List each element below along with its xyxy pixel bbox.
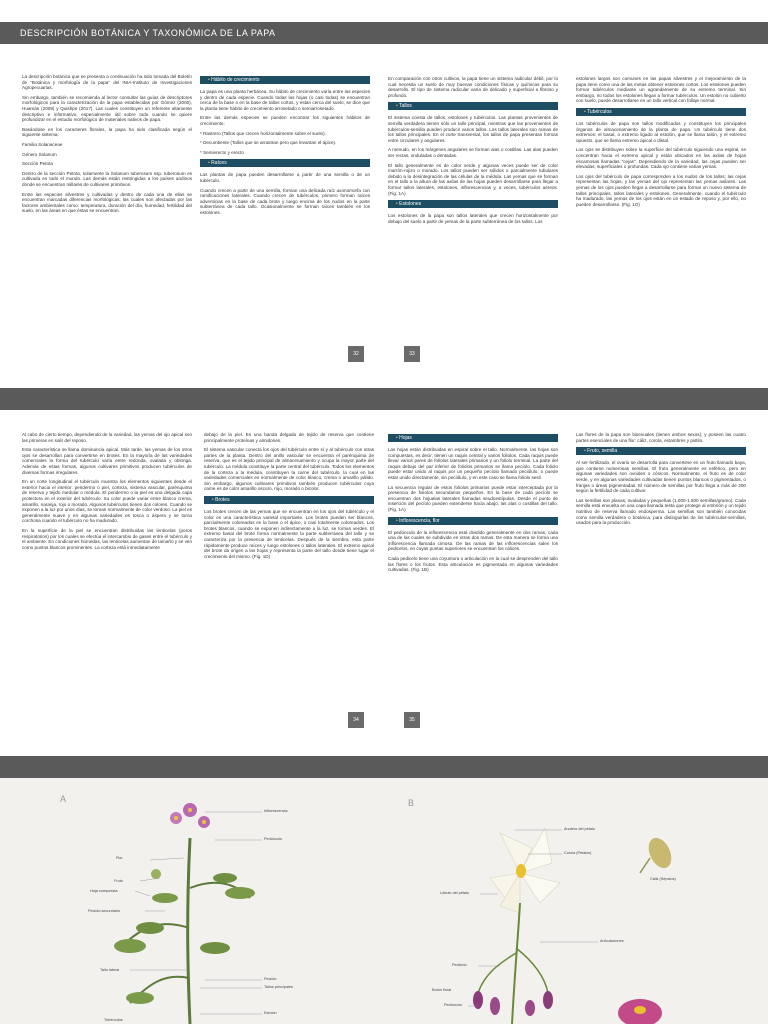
paragraph: Al cabo de cierto tiempo, dependiendo de la variedad, las yemas del ojo apical son las primeras en salir del reposo. <box>22 432 192 443</box>
paragraph: A menudo, en los márgenes angulares se forman alas o costillas. Las alas pueden ser rectas, onduladas o dentadas. <box>388 147 558 158</box>
diagram-label: Anutero del pétalo <box>564 827 595 831</box>
paragraph: estolones largos son comunes en las papas silvestres y el mejoramiento de la papa tiene como una de las metas obtener estolones cortos. Los estolones pueden formar tubérculos mediante un agrandamiento de su extremo terminal. Sin embargo, no todos los estolones llegan a formar tubérculos. Un estolón no cubierto con suelo, puede desarrollarse en un tallo vertical con follaje normal. <box>576 76 746 104</box>
section-header-blank <box>0 756 768 778</box>
paragraph: Al ser fertilizado, el ovario se desarrolla para convertirse en un fruto llamado baya, que contiene numerosas semillas. El fruto generalmente es esférico, pero en algunas variedades son ovoides o cónicos. Normalmente, el fruto es de color verde, y en algunas variedades cultivadas tienen puntos blancos o pigmentados, o franjas o áreas pigmentadas. El número de semillas por fruto llega a más de 200 según la fertilidad de cada cultivar. <box>576 460 746 494</box>
paragraph: Esta característica se llama dominancia apical. Más tarde, las yemas de los otros ojos se desarrollan para convertirse en brotes. En la mayoría de las variedades comerciales la forma del tubérculo varía entre redonda, ovalada y oblonga. Además de estas formas, algunos cultivares primitivos producen tubérculos de diversas formas irregulares. <box>22 447 192 475</box>
paragraph: Los ojos se distribuyen sobre la superficie del tubérculo siguiendo una espiral, se concentran hacia el extremo apical y están ubicados en las axilas de hojas escamosas llamadas "cejas". Dependiendo de la variedad, las cejas pueden ser elevadas, superficiales o profundas. Cada ojo contiene varias yemas. <box>576 147 746 170</box>
paragraph: El sistema vascular conecta los ojos del tubérculo entre sí y al tubérculo con otras partes de la planta. Dentro del anillo vascular se encuentra el parénquima de reserva, que es el tejido principal de almacenamiento y ocupa la mayor parte del tubérculo. La médula constituye la parte central del tubérculo. Todos los elementos de la corteza a la médula, constituyen la carne del tubérculo, la cual en las variedades comerciales es normalmente de color blanco, crema o amarillo pálido. Sin embargo, algunos cultivares primitivos también producen tubérculos cuya carne es de color amarillo oscuro, rojo, morado o bicolor. <box>204 447 374 492</box>
diagram-label: Estolón <box>264 1011 277 1015</box>
diagram-label: Flor <box>116 856 123 860</box>
paragraph: En la superficie de la piel se encuentran distribuidas las lenticelas (poros respiratorios) por los cuales se efectúa el intercambio de gases entre el tubérculo y el ambiente. En condiciones húmedas, las lenticelas aumentan de tamaño y se ven como puntos blancos prominentes. La corteza está inmediatamente <box>22 527 192 550</box>
section-heading: • Brotes <box>204 496 374 504</box>
botanical-illustration <box>0 778 768 1024</box>
column-1 <box>22 74 192 218</box>
paragraph: Las flores de la papa son bisexuales (tienen ambos sexos), y poseen las cuatro partes esenciales de una flor: cáliz, corola, estambres y pistilo. <box>576 432 746 443</box>
paragraph: Basándose en los caracteres florales, la papa ha sido clasificada según el siguiente sistema: <box>22 126 192 138</box>
diagram-label: Fruto <box>114 879 123 883</box>
header-title: DESCRIPCIÓN BOTÁNICA Y TAXONÓMICA DE LA PAPA <box>20 28 276 38</box>
paragraph: Familia Solanaceae <box>22 141 63 147</box>
section-header-blank <box>0 388 768 410</box>
paragraph: * Decumbente (Tallos que se arrastran pero que levantan el ápice). <box>200 140 337 146</box>
diagram-label: Tallos principales <box>264 985 293 989</box>
diagram-label: Peciolo <box>264 977 277 981</box>
page-number: 35 <box>404 712 420 728</box>
section-heading: • Inflorescencia, flor <box>388 517 558 525</box>
paragraph: La secuencia regular de estos foliolos primarios puede estar interceptada por la presencia de foliolos secundarios pequeños. En la base de cada pecíolo se encuentran dos hojuelas laterales llamadas seudoestípulas. Desde el punto de inserción del pecíolo pueden extenderse hacia abajo, las alas o costillas del tallo. (Fig. 1A) <box>388 484 558 512</box>
diagram-label: Cáliz (Sépalos) <box>650 877 676 881</box>
paragraph: El pedúnculo de la inflorescencia está dividido generalmente en dos ramas, cada una de las cuales se subdivide en otras dos ramas. De esta manera se forma una inflorescencia llamada cimosa. De las ramas de las inflorescencias salen los pedicelos, en cuyas puntas superiores se encuentran los cálices. <box>388 529 558 552</box>
page-number: 32 <box>348 346 364 362</box>
paragraph: Las semillas son planas, ovaladas y pequeñas (1.000-1.500 semillas/gramo). Cada semilla está envuelta en una capa llamada testa que protege al embrión y un tejido nutritivo de reserva llamado endosperma. Las semillas son también conocidas como semilla verdadera o botánica, para distinguirlas de los tubérculos-semillas, usados para la producción. <box>576 497 746 526</box>
column-3 <box>388 76 558 228</box>
column-4 <box>576 432 746 530</box>
column-4 <box>576 76 746 211</box>
paragraph: En comparación con otros cultivos, la papa tiene un sistema radicular débil, por lo cual necesita un suelo de muy buenas condiciones físicas y químicas para su desarrollo. El tipo de sistema radicular varía de delicado y superficial a fibroso y profundo. <box>388 76 558 98</box>
section-heading: • Fruto, semilla <box>576 447 746 455</box>
column-2 <box>204 432 374 563</box>
paragraph: En un corte longitudinal el tubérculo muestra los elementos siguientes desde el exterior hacia el interior: peridermo o piel, corteza, sistema vascular, parénquima de reserva y tejido medular o médula. El peridermo o la piel es una delgada capa protectora en el exterior del tubérculo. Su color puede variar entre blanco crema, amarillo, naranja, rojo o morado. Algunos tubérculos tienen dos colores. Cuando se exponen a la luz por unos días, se tornan normalmente de color verdoso. La piel es generalmente suave y en algunas variedades es tosca o áspera y se torna corchosa cuando el tubérculo no ha madurado. <box>22 479 192 524</box>
paragraph: Los estolones de la papa son tallos laterales que crecen horizontalmente por debajo del suelo a partir de yemas de la parte subterránea de los tallos. Los <box>388 213 558 224</box>
section-heading: • Tubérculos <box>576 108 746 116</box>
diagram-label: Tallo lateral <box>100 968 120 972</box>
paragraph: Entre las demás especies se pueden encontrar los siguientes hábitos de crecimiento: <box>200 115 370 126</box>
section-header <box>0 22 768 44</box>
paragraph: El sistema consta de tallos, estolones y tubérculos. Las plantas provenientes de semilla verdadera tienen sólo un tallo principal, mientras que las provenientes de tubérculos-semilla pueden producir varios tallos. Los tallos laterales son ramas de los tallos principales. En el corte transversal, los tallos de papa presentan formas entre circulares y angulares. <box>388 115 558 143</box>
figure-letter: A <box>60 794 67 804</box>
paragraph: Género Solanum <box>22 151 57 157</box>
section-heading: • Hojas <box>388 434 558 442</box>
diagram-label: Pedúnculo <box>444 1003 462 1007</box>
paragraph: El tallo generalmente es de color verde y algunas veces puede ser de color marrón-rojizo o morado. Los tallos pueden ser sólidos o parcialmente tubulares debido a la desintegración de las células de la médula. Las yemas que se forman en el tallo a la altura de las axilas de las hojas pueden desarrollarse para llegar a formar tallos laterales, estolones, inflorescencias y, a veces, tubérculos aéreos. (Fig. 1A) <box>388 162 558 196</box>
paragraph: Las hojas están distribuidas en espiral sobre el tallo. Normalmente, las hojas son compuestas, es decir, tienen un raquis central y varios foliolos. Cada raquis puede llevar varios pares de foliolos laterales primarios y un foliolo terminal. La parte del raquis debajo del par inferior de foliolos primarios se llama pecíolo. Cada foliolo puede estar unido al raquis por un pequeño pecíolo llamado peciólulo, o puede estar unido directamente, sin peciólulo, y en este caso se llama foliolo sesil. <box>388 447 558 480</box>
diagram-label: Botón floral <box>432 988 452 992</box>
paragraph: Cuando crecen a partir de una semilla, forman una delicada raíz axonomorfa con ramificaciones laterales. Cuando crecen de tubérculos, primero forman raíces adventicias en la base de cada brote y luego encima de los nudos en la parte subterránea de cada tallo. Ocasionalmente se forman raíces también en los estolones. <box>200 187 370 215</box>
paragraph: La papa es una planta herbácea. Su hábito de crecimiento varía entre las especies y dentro de cada especie. Cuando todas las hojas (o casi todas) se encuentran cerca de la base o en la base de tallos cortos, y están cerca del suelo, se dice que la planta tiene hábito de crecimiento arrosetado o semiarrosetado. <box>200 89 370 111</box>
page-number: 34 <box>348 712 364 728</box>
diagram-label: Hoja compuesta <box>90 889 118 893</box>
diagram-label: Tubérculos <box>104 1018 123 1022</box>
section-heading: • Hábito de crecimiento <box>200 76 370 84</box>
plant-drawing <box>0 778 768 1024</box>
diagram-label: Pedúnculo <box>264 837 282 841</box>
section-heading: • Tallos <box>388 102 558 110</box>
figure-letter: B <box>408 798 415 808</box>
paragraph: La descripción botánica que se presenta a continuación ha sido tomada del Boletín de "Botánica y morfología de la papa" del INIA-Instituto de Investigaciones Agropecuarias. <box>22 74 192 91</box>
paragraph: Cada pedicelo tiene una coyuntura o articulación en la cual se desprenden del tallo las flores o los frutos. Esta articulación es pigmentada en algunas variedades cultivadas. (Fig. 1B) <box>388 555 558 573</box>
diagram-label: Inflorescencia <box>264 809 288 813</box>
diagram-label: Articulaciones <box>600 939 624 943</box>
section-heading: • Raíces <box>200 159 370 167</box>
paragraph: * Rastrero (Tallos que crecen horizontalmente sobre el suelo). <box>200 130 326 136</box>
paragraph: * Semierecto y erecto <box>200 149 244 155</box>
paragraph: Sin embargo, también se recomienda al lector consultar las guías de descriptores morfológicos para la caracterización de la papa establecidas por Gómez (2000), Huamán (2008) y Quishpe (2017). Las cuales constituyen un referente altamente descriptivo e informativo, especialmente útil sobre todo cuando se quiere profundizar en el estudio morfológico de materiales nativos de papa. <box>22 94 192 123</box>
paragraph: Los brotes crecen de las yemas que se encuentran en los ojos del tubérculo y el color es una característica varietal importante. Los brotes pueden ser blancos, parcialmente coloreados en la base o el ápice, o casi totalmente coloreados. Los brotes blancos, cuando se exponen indirectamente a la luz, se tornan verdes. El extremo basal del brote forma normalmente la parte subterránea del tallo y se caracteriza por la presencia de lenticelas. Después de la siembra, esta parte rápidamente produce raíces y luego estolones o tallos laterales. El extremo apical del brote da origen a las hojas y representa la parte del tallo donde tiene lugar el crecimiento del mismo. (Fig. 1D) <box>204 508 374 559</box>
paragraph: debajo de la piel. Es una banda delgada de tejido de reserva que contiene principalmente proteínas y almidones. <box>204 432 374 443</box>
page-number: 33 <box>404 346 420 362</box>
diagram-label: Pedicelo <box>452 963 467 967</box>
paragraph: Los ojos del tubérculo de papa corresponden a los nudos de los tallos; las cejas representan las hojas, y las yemas del ojo representan las yemas axilares. Las yemas de los ojos pueden llegar a desarrollarse para formar un nuevo sistema de tallos principales, tallos laterales y estolones. Generalmente, cuando el tubérculo ha madurado, las yemas de los ojos están en un estado de reposo y, por ello, no pueden desarrollarse. (Fig. 1O) <box>576 173 746 207</box>
paragraph: Entre las especies silvestres y cultivadas y dentro de cada una de ellas se encuentran marcadas diferencias morfológicas, las cuales son afectadas por las factores ambientales como: temperatura, duración del día, humedad, fertilidad del suelo, en las áreas en que éstas se encuentran. <box>22 191 192 214</box>
diagram-label: Corola (Pétalos) <box>564 851 592 855</box>
section-heading: • Estolones <box>388 200 558 208</box>
paragraph: Las plantas de papa pueden desarrollarse a partir de una semilla o de un tubérculo. <box>200 172 370 183</box>
paragraph: Los tubérculos de papa son tallos modificados y constituyen los principales órganos de almacenamiento de la planta de papa. Un tubérculo tiene dos extremos: el basal, o extremo ligado al estolón, que se llama talón, y el extremo opuesto, que se llama extremo apical o distal. <box>576 120 746 143</box>
paragraph: Sección Petota <box>22 161 53 167</box>
diagram-label: Peciolo secundario <box>88 909 121 913</box>
paragraph: Dentro de la sección Petota, solamente la Solanum tuberosum ssp. tuberosum es cultivada en todo el mundo. Las demás están restringidas a los países andinos donde se encuentran millares de cultivares primitivos. <box>22 170 192 187</box>
column-2 <box>200 76 370 220</box>
column-1 <box>22 432 192 554</box>
diagram-label: Lóbulo del pétalo <box>440 891 469 895</box>
column-3 <box>388 434 558 577</box>
